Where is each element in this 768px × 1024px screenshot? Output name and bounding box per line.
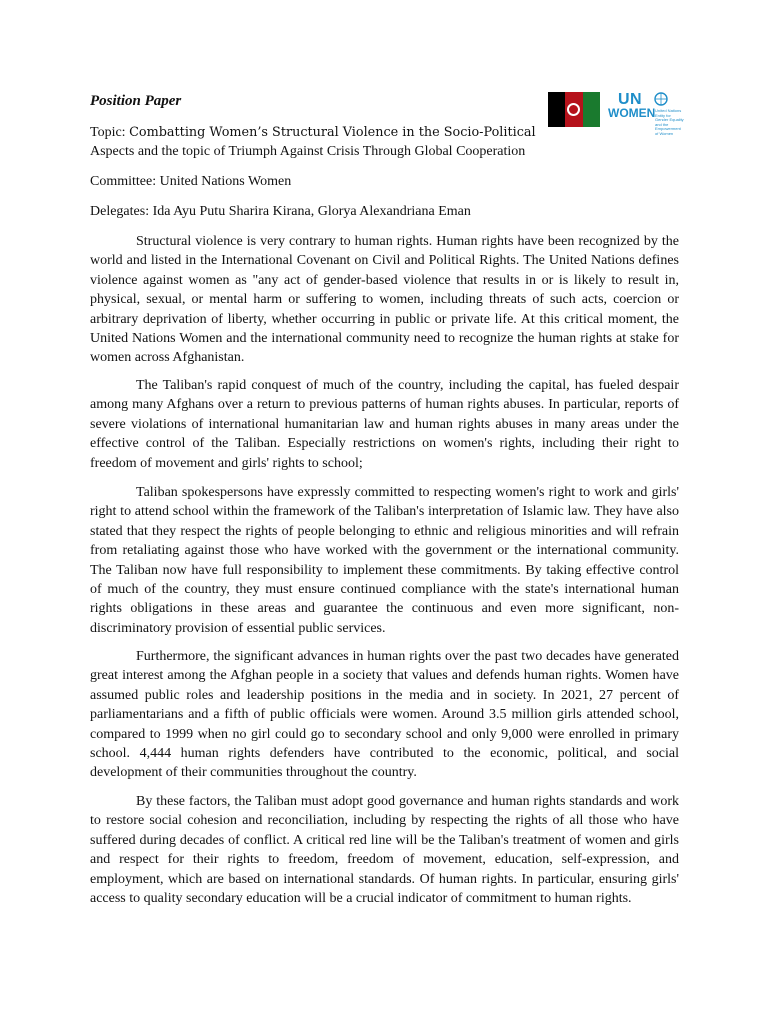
topic-text: Combatting Women’s Structural Violence in the Socio-Political	[129, 125, 536, 140]
topic-text-line2: Aspects and the topic of Triumph Against Crisis Through Global Cooperation	[90, 144, 526, 159]
un-women-tagline: United Nations Entity for Gender Equality and the Empowerment of Women	[655, 108, 684, 136]
body-paragraph-3: Taliban spokespersons have expressly committed to respecting women's right to work and girls' right to attend school within the framework of the Taliban's interpretation of Islamic law. They have also stated that they respect the rights of people belonging to ethnic and religious minorities and will refrain from retaliating against those who have worked with the government or the international community. The Taliban now have full responsibility to implement these commitments. By taking effective control of much of the country, they must ensure continued compliance with the state's international human rights obligations in these areas and guarantee the continuous and even more significant, non-discriminatory provision of essential public services.	[90, 485, 679, 636]
delegates-line: Delegates: Ida Ayu Putu Sharira Kirana, Glorya Alexandriana Eman	[90, 204, 471, 219]
women-logo-text: WOMEN	[608, 106, 656, 120]
document-title: Position Paper	[90, 93, 182, 109]
body-paragraph-1: Structural violence is very contrary to human rights. Human rights have been recognized by the world and listed in the International Covenant on Civil and Political Rights. The United Nations defines violence against women as "any act of gender-based violence that results in or is likely to result in, physical, sexual, or mental harm or suffering to women, including threats of such acts, coercion or arbitrary deprivation of liberty, whether occurring in public or private life. At this critical moment, the United Nations Women and the international community need to recognize the human rights at stake for women across Afghanistan.	[90, 234, 679, 366]
header-logos	[548, 91, 684, 136]
body-paragraph-4: Furthermore, the significant advances in human rights over the past two decades have generated great interest among the Afghan people in a society that values and defends human rights. Women have assumed public roles and leadership positions in the media and in society. In 2021, 27 percent of parliamentarians and a fifth of public officials were women. Around 3.5 million girls attended school, compared to 1999 when no girl could go to secondary school and only 9,000 were enrolled in primary school. 4,444 human rights defenders have contributed to the economic, political, and social development of their communities throughout the country.	[90, 649, 679, 781]
un-wreath-icon	[654, 92, 668, 106]
body-paragraph-5: By these factors, the Taliban must adopt good governance and human rights standards and work to restore social cohesion and reconciliation, including by respecting the rights of all those who have suffered during decades of conflict. A critical red line will be the Taliban's treatment of women and girls and respect for their rights to freedom, freedom of movement, education, self-expression, and employment, which are based on international standards. Of human rights. In particular, ensuring girls' access to quality secondary education will be a crucial indicator of commitment to human rights.	[90, 794, 679, 907]
un-logo-text: UN	[618, 91, 643, 108]
afghanistan-flag-icon	[548, 92, 600, 127]
topic-line	[90, 123, 680, 161]
topic-label: Topic:	[90, 125, 126, 140]
un-women-logo	[608, 91, 684, 136]
committee-line: Committee: United Nations Women	[90, 174, 292, 189]
body-paragraph-2: The Taliban's rapid conquest of much of the country, including the capital, has fueled despair among many Afghans over a return to previous patterns of human rights abuses. In particular, reports of severe violations of international humanitarian law and human rights abuses in many areas under the effective control of the Taliban. Especially restrictions on women's rights, including their right to freedom of movement and girls' rights to school;	[90, 378, 679, 471]
